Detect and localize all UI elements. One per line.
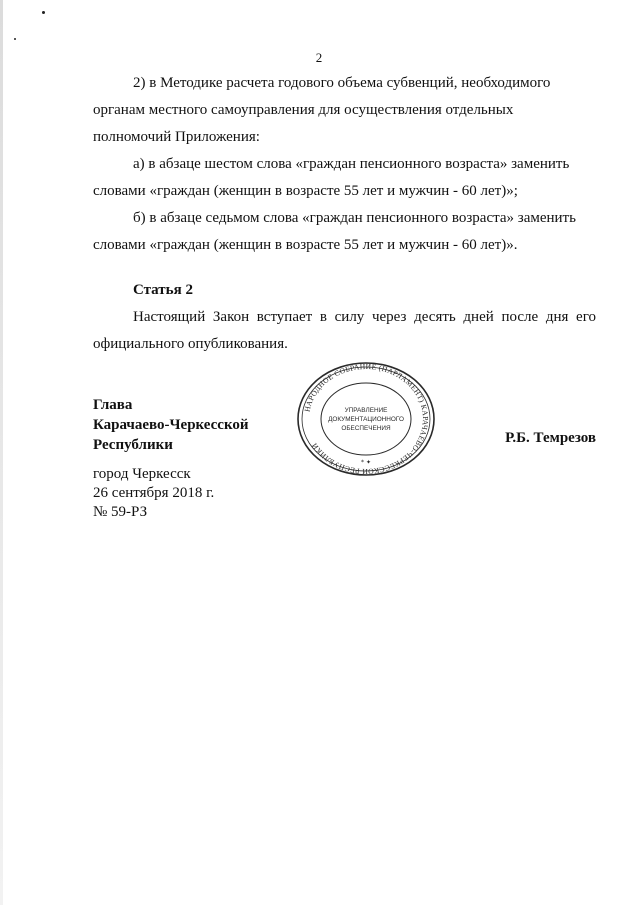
article-line: Настоящий Закон вступает в силу через десять дней после дня его — [133, 309, 596, 325]
seal-outer-text: НАРОДНОЕ СОБРАНИЕ (ПАРЛАМЕНТ) КАРАЧАЕВО-ЧЕРКЕССКОЙ РЕСПУБЛИКИ — [302, 361, 431, 477]
seal-inner-line: ОБЕСПЕЧЕНИЯ — [341, 425, 391, 432]
signature-title-line: Глава — [93, 397, 133, 413]
signature-title-line: Карачаево-Черкесской — [93, 417, 249, 433]
amendment-text — [93, 70, 596, 259]
article-text — [93, 304, 596, 358]
paragraph-line: а) в абзаце шестом слова «граждан пенсионного возраста» заменить — [133, 156, 570, 172]
scan-edge — [0, 0, 3, 905]
paragraph-line: органам местного самоуправления для осуществления отдельных — [93, 102, 514, 118]
article-heading: Статья 2 — [133, 282, 193, 298]
paragraph-line: словами «граждан (женщин в возрасте 55 лет и мужчин - 60 лет)»; — [93, 183, 518, 199]
scan-dot — [42, 11, 45, 14]
scan-dot — [14, 38, 16, 40]
seal-inner-line: ДОКУМЕНТАЦИОННОГО — [328, 416, 404, 423]
official-seal — [295, 360, 437, 478]
signer-name: Р.Б. Темрезов — [505, 430, 596, 446]
signature-title-line: Республики — [93, 437, 173, 453]
article-line: официального опубликования. — [93, 336, 288, 352]
place-date-block — [93, 465, 214, 522]
seal-inner-line: УПРАВЛЕНИЕ — [344, 407, 388, 414]
signature-title — [93, 395, 249, 455]
paragraph-line: б) в абзаце седьмом слова «граждан пенсионного возраста» заменить — [133, 210, 576, 226]
page-number: 2 — [315, 50, 323, 65]
seal-star-icon: * ✦ — [361, 459, 371, 466]
law-number: № 59-РЗ — [93, 504, 148, 520]
paragraph-line: 2) в Методике расчета годового объема субвенций, необходимого — [133, 75, 551, 91]
paragraph-line: полномочий Приложения: — [93, 129, 260, 145]
paragraph-line: словами «граждан (женщин в возрасте 55 лет и мужчин - 60 лет)». — [93, 237, 518, 253]
date: 26 сентября 2018 г. — [93, 485, 215, 501]
city: город Черкесск — [93, 466, 191, 482]
